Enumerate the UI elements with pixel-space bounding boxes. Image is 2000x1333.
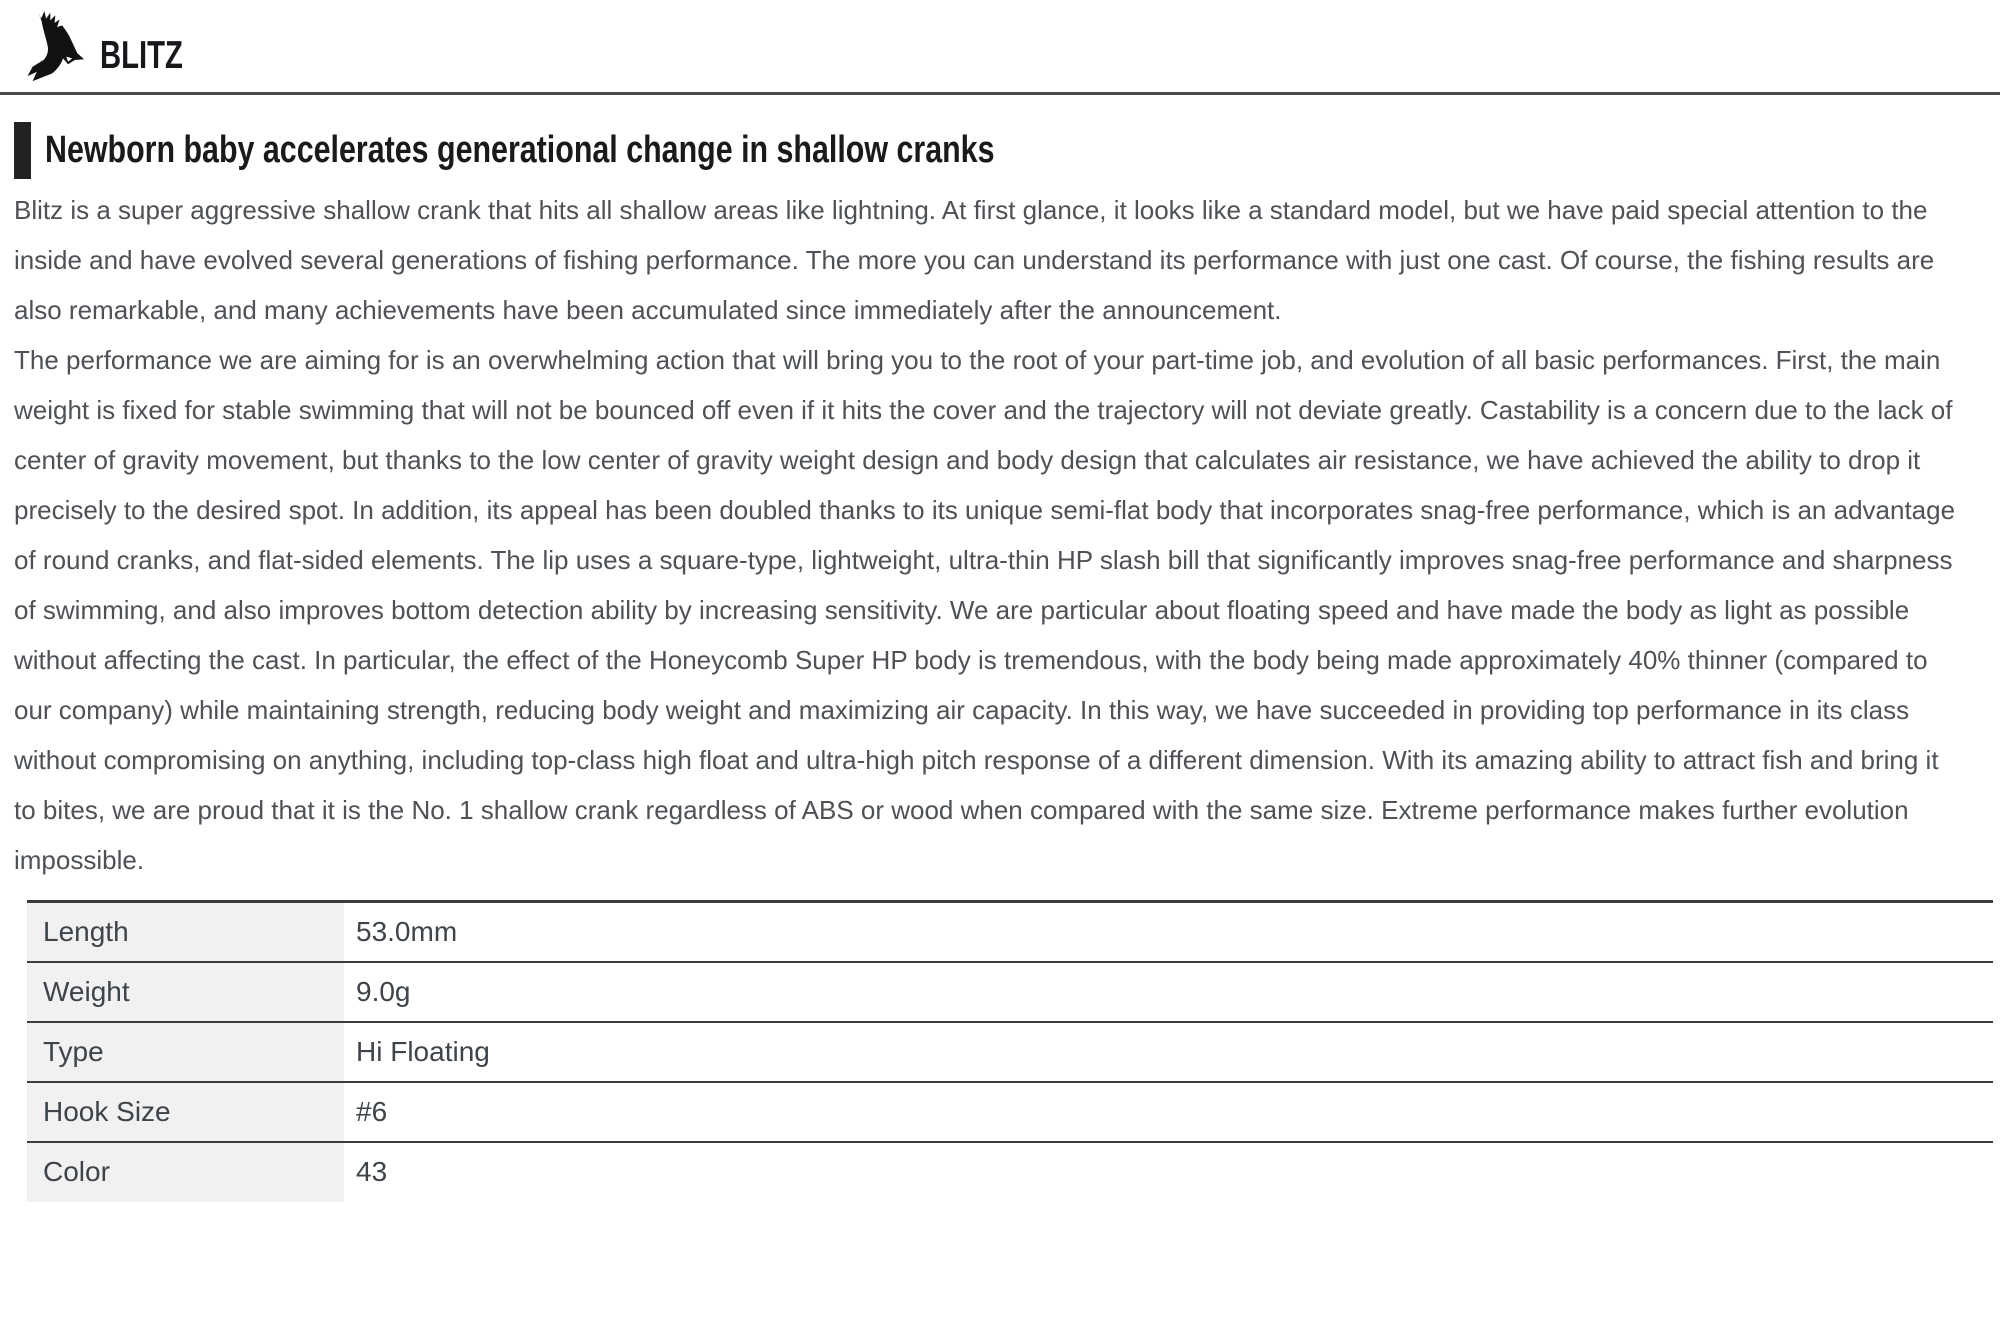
spec-table	[27, 900, 1993, 1202]
spec-label-hook-size: Hook Size	[27, 1082, 344, 1142]
description-paragraph-2: The performance we are aiming for is an overwhelming action that will bring you to the root of your part-time job, and evolution of all basic performances. First, the main weight is fixed for stable swimming that will not be bounced off even if it hits the cover and the trajectory will not deviate greatly. Castability is a concern due to the lack of center of gravity movement, but thanks to the low center of gravity weight design and body design that calculates air resistance, we have achieved the ability to drop it precisely to the desired spot. In addition, its appeal has been doubled thanks to its unique semi-flat body that incorporates snag-free performance, which is an advantage of round cranks, and flat-sided elements. The lip uses a square-type, lightweight, ultra-thin HP slash bill that significantly improves snag-free performance and sharpness of swimming, and also improves bottom detection ability by increasing sensitivity. We are particular about floating speed and have made the body as light as possible without affecting the cast. In particular, the effect of the Honeycomb Super HP body is tremendous, with the body being made approximately 40% thinner (compared to our company) while maintaining strength, reducing body weight and maximizing air capacity. In this way, we have succeeded in providing top performance in its class without compromising on anything, including top-class high float and ultra-high pitch response of a different dimension. With its amazing ability to attract fish and bring it to bites, we are proud that it is the No. 1 shallow crank regardless of ABS or wood when compared with the same size. Extreme performance makes further evolution impossible.	[14, 345, 1956, 875]
product-article	[0, 121, 2000, 1202]
site-header	[0, 0, 2000, 95]
description-paragraph-1: Blitz is a super aggressive shallow crank that hits all shallow areas like lightning. At first glance, it looks like a standard model, but we have paid special attention to the inside and have evolved several generations of fishing performance. The more you can understand its performance with just one cast. Of course, the fishing results are also remarkable, and many achievements have been accumulated since immediately after the announcement.	[14, 195, 1935, 325]
table-row	[27, 1022, 1993, 1082]
spec-label-color: Color	[27, 1142, 344, 1202]
spec-value-weight: 9.0g	[356, 975, 411, 1007]
title-accent-bar	[14, 122, 31, 179]
article-title-row	[14, 121, 1950, 179]
table-row	[27, 1142, 1993, 1202]
product-description	[14, 185, 1964, 885]
spec-label-length: Length	[27, 902, 344, 962]
brand-name[interactable]: BLITZ	[100, 34, 183, 77]
eagle-icon[interactable]	[18, 6, 86, 82]
spec-value-length: 53.0mm	[356, 915, 458, 947]
spec-value-color: 43	[356, 1156, 388, 1187]
table-row	[27, 1082, 1993, 1142]
spec-label-type: Type	[27, 1022, 344, 1082]
spec-value-hook-size: #6	[356, 1095, 388, 1127]
spec-value-type: Hi Floating	[356, 1035, 490, 1067]
page-title: Newborn baby accelerates generational change in shallow cranks	[45, 128, 995, 171]
spec-label-weight: Weight	[27, 962, 344, 1022]
table-row	[27, 962, 1993, 1022]
table-row	[27, 902, 1993, 962]
